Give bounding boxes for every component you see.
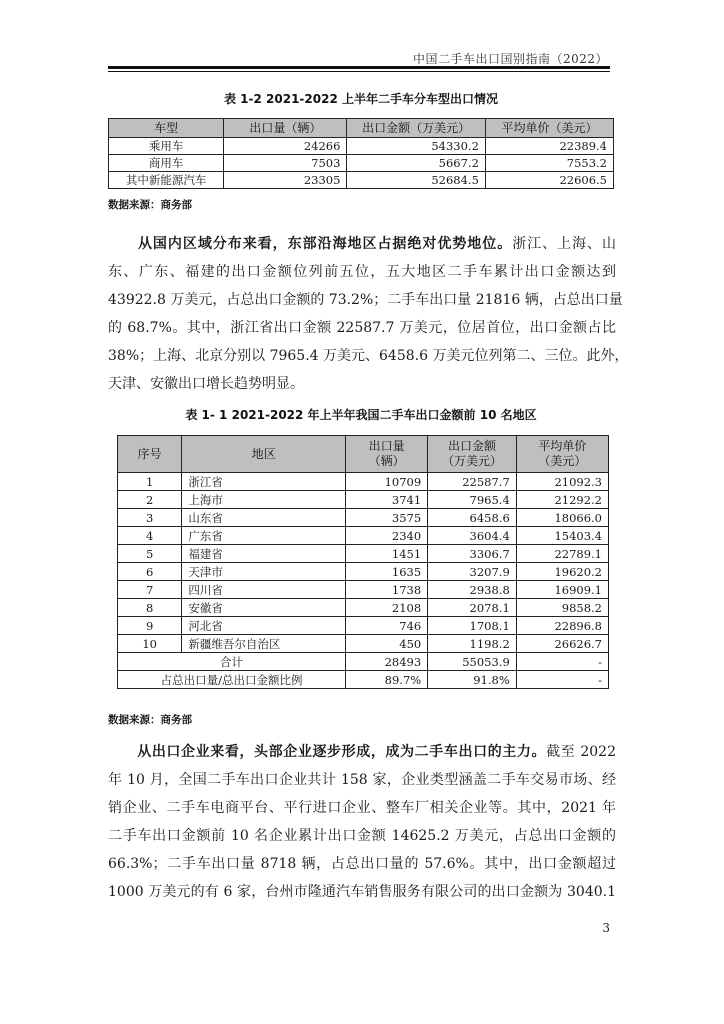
cell-total-label: 合计	[118, 653, 346, 671]
cell-export-amount: 22587.7	[428, 473, 517, 491]
cell-avg-price: 18066.0	[516, 509, 608, 527]
col-header-avg-price	[516, 436, 608, 473]
paragraph-line: 天津、安徽出口增长趋势明显。	[108, 376, 304, 392]
cell-export-amount: 1198.2	[428, 635, 517, 653]
cell-export-qty: 24266	[224, 138, 347, 155]
paragraph-lead: 从出口企业来看，头部企业逐步形成，成为二手车出口的主力。	[137, 744, 547, 760]
cell-index: 1	[118, 473, 182, 491]
cell-export-qty: 3741	[346, 491, 428, 509]
col-header-export-qty-unit: （辆）	[368, 454, 405, 468]
table-row	[118, 599, 609, 617]
cell-export-qty: 10709	[346, 473, 428, 491]
paragraph-line: 二手车出口金额前 10 名企业累计出口金额 14625.2 万美元，占总出口金额的	[108, 828, 616, 844]
cell-index: 3	[118, 509, 182, 527]
cell-avg-price: 21292.2	[516, 491, 608, 509]
cell-index: 2	[118, 491, 182, 509]
col-header-export-qty	[346, 436, 428, 473]
cell-share-label: 占总出口量/总出口金额比例	[118, 671, 346, 689]
table-1-1-source: 数据来源：商务部	[108, 714, 192, 726]
cell-index: 9	[118, 617, 182, 635]
cell-total-price: -	[516, 653, 608, 671]
cell-export-amount: 52684.5	[347, 172, 485, 189]
col-header-index: 序号	[118, 436, 182, 473]
cell-export-amount: 6458.6	[428, 509, 517, 527]
table-header-row	[118, 436, 609, 473]
col-header-export-amount: 出口金额（万美元）	[347, 119, 485, 138]
table-row	[118, 473, 609, 491]
col-header-avg-price-label: 平均单价	[538, 439, 587, 453]
cell-region: 四川省	[182, 581, 346, 599]
cell-region: 广东省	[182, 527, 346, 545]
cell-export-amount: 1708.1	[428, 617, 517, 635]
top10-regions-table	[117, 435, 609, 689]
cell-region: 山东省	[182, 509, 346, 527]
cell-vehicle-type: 乘用车	[109, 138, 224, 155]
table-row	[118, 545, 609, 563]
cell-export-amount: 3306.7	[428, 545, 517, 563]
paragraph-line: 1000 万美元的有 6 家，台州市隆通汽车销售服务有限公司的出口金额为 3040.1	[108, 884, 616, 900]
paragraph-line: 销企业、二手车电商平台、平行进口企业、整车厂相关企业等。其中，2021 年	[108, 800, 616, 816]
paragraph-line: 38%；上海、北京分别以 7965.4 万美元、6458.6 万美元位列第二、三位。此外，	[108, 348, 629, 364]
cell-avg-price: 9858.2	[516, 599, 608, 617]
paragraph-regional-distribution	[108, 230, 629, 398]
table-row	[118, 527, 609, 545]
cell-avg-price: 21092.3	[516, 473, 608, 491]
table-row	[118, 563, 609, 581]
cell-region: 安徽省	[182, 599, 346, 617]
cell-export-qty: 7503	[224, 155, 347, 172]
table-row	[118, 581, 609, 599]
cell-region: 福建省	[182, 545, 346, 563]
cell-avg-price: 19620.2	[516, 563, 608, 581]
paragraph-lead: 从国内区域分布来看，东部沿海地区占据绝对优势地位。	[137, 236, 513, 252]
cell-index: 5	[118, 545, 182, 563]
paragraph-line: 66.3%；二手车出口量 8718 辆，占总出口量的 57.6%。其中，出口金额超过	[108, 856, 616, 872]
cell-avg-price: 15403.4	[516, 527, 608, 545]
vehicle-type-export-table	[108, 118, 614, 189]
cell-total-qty: 28493	[346, 653, 428, 671]
table-row	[118, 509, 609, 527]
col-header-export-amount-label: 出口金额	[447, 439, 496, 453]
cell-share-qty: 89.7%	[346, 671, 428, 689]
paragraph-line	[108, 230, 616, 258]
table-1-2-title: 表 1-2 2021-2022 上半年二手车分车型出口情况	[224, 92, 498, 106]
table-row	[118, 491, 609, 509]
cell-share-price: -	[516, 671, 608, 689]
table-row	[109, 155, 614, 172]
cell-region: 天津市	[182, 563, 346, 581]
cell-export-qty: 450	[346, 635, 428, 653]
col-header-avg-price: 平均单价（美元）	[485, 119, 613, 138]
cell-total-amount: 55053.9	[428, 653, 517, 671]
table-row	[109, 138, 614, 155]
cell-index: 10	[118, 635, 182, 653]
col-header-export-amount	[428, 436, 517, 473]
cell-vehicle-type: 商用车	[109, 155, 224, 172]
col-header-export-qty-label: 出口量	[368, 439, 405, 453]
col-header-export-amount-unit: （万美元）	[441, 454, 502, 468]
paragraph-line	[108, 738, 616, 766]
cell-export-amount: 5667.2	[347, 155, 485, 172]
cell-avg-price: 7553.2	[485, 155, 613, 172]
cell-index: 4	[118, 527, 182, 545]
cell-export-amount: 3604.4	[428, 527, 517, 545]
paragraph-line: 东、广东、福建的出口金额位列前五位，五大地区二手车累计出口金额达到	[108, 264, 616, 280]
col-header-export-qty: 出口量（辆）	[224, 119, 347, 138]
cell-region: 河北省	[182, 617, 346, 635]
cell-export-qty: 1635	[346, 563, 428, 581]
paragraph-text: 浙江、上海、山	[512, 236, 617, 252]
paragraph-text: 截至 2022	[546, 744, 616, 760]
cell-export-qty: 2340	[346, 527, 428, 545]
cell-region: 浙江省	[182, 473, 346, 491]
cell-region: 上海市	[182, 491, 346, 509]
cell-index: 7	[118, 581, 182, 599]
header-rule	[108, 66, 610, 69]
cell-export-amount: 7965.4	[428, 491, 517, 509]
paragraph-line: 的 68.7%。其中，浙江省出口金额 22587.7 万美元，位居首位，出口金额占比	[108, 320, 616, 336]
cell-region: 新疆维吾尔自治区	[182, 635, 346, 653]
paragraph-line: 43922.8 万美元，占总出口金额的 73.2%；二手车出口量 21816 辆，占总出口量	[108, 292, 623, 308]
cell-export-qty: 1738	[346, 581, 428, 599]
header-rule-thin	[108, 71, 610, 72]
cell-avg-price: 16909.1	[516, 581, 608, 599]
cell-avg-price: 26626.7	[516, 635, 608, 653]
table-total-row	[118, 653, 609, 671]
cell-avg-price: 22606.5	[485, 172, 613, 189]
paragraph-line: 年 10 月，全国二手车出口企业共计 158 家，企业类型涵盖二手车交易市场、经	[108, 772, 616, 788]
cell-share-amount: 91.8%	[428, 671, 517, 689]
cell-export-amount: 2938.8	[428, 581, 517, 599]
table-row	[109, 172, 614, 189]
cell-export-qty: 23305	[224, 172, 347, 189]
cell-export-qty: 3575	[346, 509, 428, 527]
table-share-row	[118, 671, 609, 689]
col-header-region: 地区	[182, 436, 346, 473]
cell-index: 6	[118, 563, 182, 581]
cell-export-qty: 746	[346, 617, 428, 635]
col-header-vehicle-type: 车型	[109, 119, 224, 138]
cell-export-qty: 1451	[346, 545, 428, 563]
table-row	[118, 635, 609, 653]
cell-export-amount: 3207.9	[428, 563, 517, 581]
table-row	[118, 617, 609, 635]
running-header-title: 中国二手车出口国别指南（2022）	[412, 52, 608, 66]
table-1-1-title: 表 1- 1 2021-2022 年上半年我国二手车出口金额前 10 名地区	[185, 408, 537, 422]
cell-vehicle-type: 其中新能源汽车	[109, 172, 224, 189]
page-number: 3	[602, 921, 610, 935]
cell-export-amount: 54330.2	[347, 138, 485, 155]
col-header-avg-price-unit: （美元）	[538, 454, 587, 468]
cell-avg-price: 22389.4	[485, 138, 613, 155]
paragraph-export-enterprises	[108, 738, 616, 906]
cell-avg-price: 22896.8	[516, 617, 608, 635]
table-1-2-source: 数据来源：商务部	[108, 199, 192, 211]
table-header-row	[109, 119, 614, 138]
cell-index: 8	[118, 599, 182, 617]
cell-avg-price: 22789.1	[516, 545, 608, 563]
cell-export-amount: 2078.1	[428, 599, 517, 617]
cell-export-qty: 2108	[346, 599, 428, 617]
